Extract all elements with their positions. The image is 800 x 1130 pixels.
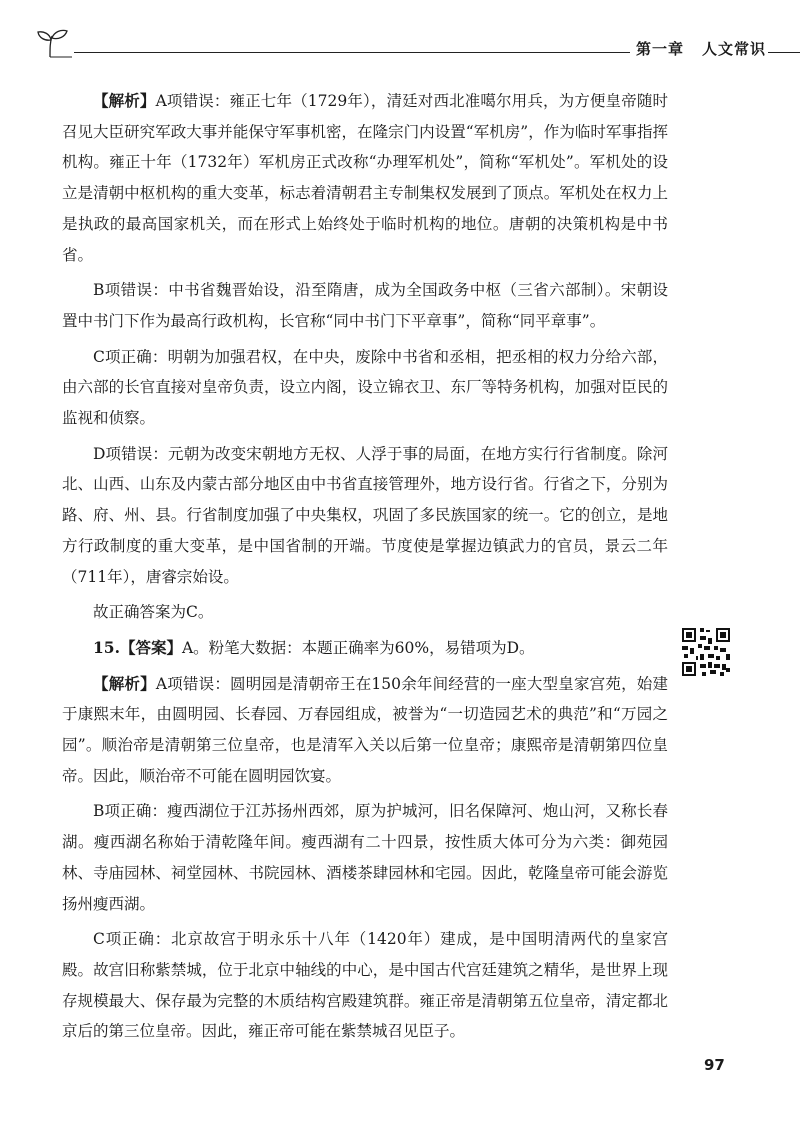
paragraph xyxy=(62,86,668,270)
paragraph-text: C项正确：明朝为加强君权，在中央，废除中书省和丞相，把丞相的权力分给六部，由六部的长官直接对皇帝负责，设立内阁，设立锦衣卫、东厂等特务机构，加强对臣民的监视和侦察。 xyxy=(62,347,668,428)
paragraph xyxy=(62,342,668,434)
paragraph xyxy=(62,439,668,593)
paragraph-text: D项错误：元朝为改变宋朝地方无权、人浮于事的局面，在地方实行行省制度。除河北、山西、山东及内蒙古部分地区由中书省直接管理外，地方设行省。行省之下，分别为路、府、州、县。行省制度加强了中央集权，巩固了多民族国家的统一。它的创立，是地方行政制度的重大变革，是中国省制的开端。节度使是掌握边镇武力的官员，景云二年（711年），唐睿宗始设。 xyxy=(62,444,668,586)
paragraph-text: B项正确：瘦西湖位于江苏扬州西郊，原为护城河，旧名保障河、炮山河，又称长春湖。瘦西湖名称始于清乾隆年间。瘦西湖有二十四景，按性质大体可分为六类：御苑园林、寺庙园林、祠堂园林、书院园林、酒楼茶肆园林和宅园。因此，乾隆皇帝可能会游览扬州瘦西湖。 xyxy=(62,802,668,913)
paragraph xyxy=(62,597,668,628)
sprout-icon xyxy=(36,28,72,58)
paragraph xyxy=(62,633,668,664)
paragraph xyxy=(62,924,668,1047)
paragraph-text: C项正确：北京故宫于明永乐十八年（1420年）建成，是中国明清两代的皇家宫殿。故宫旧称紫禁城，位于北京中轴线的中心，是中国古代宫廷建筑之精华，是世界上现存规模最大、保存最为完整的木质结构宫殿建筑群。雍正帝是清朝第五位皇帝，清定都北京后的第三位皇帝。因此，雍正帝可能在紫禁城召见臣子。 xyxy=(62,930,668,1041)
paragraph-text: B项错误：中书省魏晋始设，沿至隋唐，成为全国政务中枢（三省六部制）。宋朝设置中书门下作为最高行政机构，长官称“同中书门下平章事”，简称“同平章事”。 xyxy=(62,281,668,330)
paragraph-tag: 【解析】 xyxy=(93,673,156,693)
page-header xyxy=(36,28,800,68)
paragraph-text: A。粉笔大数据：本题正确率为60%，易错项为D。 xyxy=(181,638,535,657)
section-label: 人文常识 xyxy=(702,40,767,58)
paragraph xyxy=(62,275,668,336)
paragraph-tag: 【解析】 xyxy=(93,91,156,110)
page-body xyxy=(62,86,668,1052)
paragraph-text: A项错误：雍正七年（1729年），清廷对西北准噶尔用兵，为方便皇帝随时召见大臣研究军政大事并能保守军事机密，在隆宗门内设置“军机房”，作为临时军事指挥机构。雍正十年（1732年）军机房正式改称“办理军机处”，简称“军机处”。军机处的设立是清朝中枢机构的重大变革，标志着清朝君主专制集权发展到了顶点。军机处在权力上是执政的最高国家机关，而在形式上始终处于临时机构的地位。唐朝的决策机构是中书省。 xyxy=(62,92,668,264)
chapter-label: 第一章 xyxy=(636,40,685,58)
paragraph-text: 故正确答案为C。 xyxy=(93,603,214,622)
page-number: 97 xyxy=(704,1056,725,1074)
header-rule-right xyxy=(768,52,800,53)
paragraph-text: A项错误：圆明园是清朝帝王在150余年间经营的一座大型皇家宫苑，始建于康熙末年，由圆明园、长春园、万春园组成，被誉为“一切造园艺术的典范”和“万园之园”。顺治帝是清朝第三位皇帝，也是清军入关以后第一位皇帝；康熙帝是清朝第四位皇帝。因此，顺治帝不可能在圆明园饮宴。 xyxy=(62,674,668,785)
paragraph xyxy=(62,669,668,792)
paragraph-tag: 15.【答案】 xyxy=(93,637,182,657)
header-rule-left xyxy=(74,52,630,53)
qr-code-icon[interactable] xyxy=(680,626,732,678)
header-title xyxy=(636,38,766,59)
paragraph xyxy=(62,796,668,919)
